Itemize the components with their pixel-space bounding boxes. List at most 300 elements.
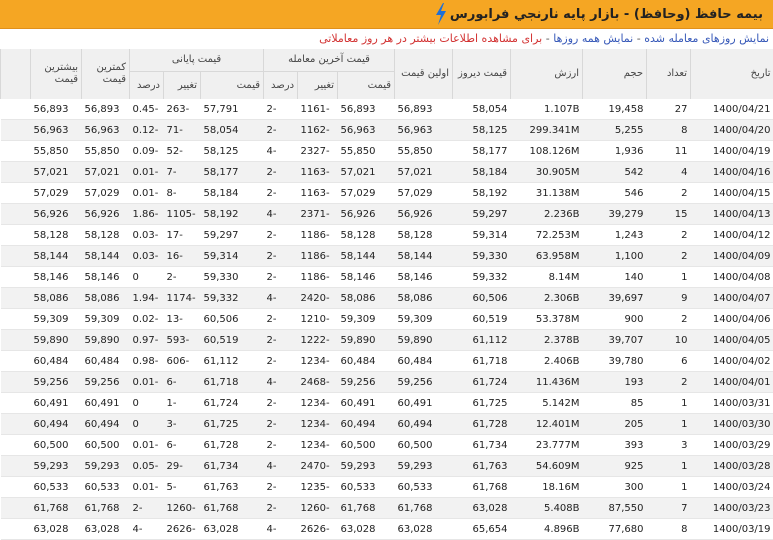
cell-value: 5.142M xyxy=(511,393,583,414)
cell-close-price: 61,768 xyxy=(201,498,264,519)
cell-last-change: -1234 xyxy=(298,435,338,456)
col-yesterday[interactable]: قیمت دیروز xyxy=(453,49,511,99)
cell-last-change: -1222 xyxy=(298,330,338,351)
table-row[interactable] xyxy=(1,183,773,204)
cell-filler xyxy=(1,393,31,414)
link-separator: - xyxy=(637,32,641,45)
table-row[interactable] xyxy=(1,141,773,162)
cell-date: 1400/04/01 xyxy=(691,372,773,393)
col-low[interactable]: کمترین قیمت xyxy=(82,49,130,99)
cell-filler xyxy=(1,204,31,225)
cell-last-change: -1163 xyxy=(298,183,338,204)
table-row[interactable] xyxy=(1,120,773,141)
cell-high: 61,768 xyxy=(31,498,82,519)
cell-close-change: -263 xyxy=(164,99,201,120)
cell-count: 1 xyxy=(647,456,691,477)
cell-count: 15 xyxy=(647,204,691,225)
lightning-icon[interactable] xyxy=(434,3,448,25)
cell-filler xyxy=(1,372,31,393)
table-row[interactable] xyxy=(1,162,773,183)
cell-close-price: 58,125 xyxy=(201,141,264,162)
col-last-price[interactable]: قیمت xyxy=(338,72,395,100)
col-count[interactable]: تعداد xyxy=(647,49,691,99)
cell-volume: 546 xyxy=(583,183,647,204)
cell-low: 58,144 xyxy=(82,246,130,267)
cell-date: 1400/04/06 xyxy=(691,309,773,330)
cell-volume: 39,697 xyxy=(583,288,647,309)
cell-filler xyxy=(1,309,31,330)
cell-date: 1400/04/05 xyxy=(691,330,773,351)
cell-close-change: -6 xyxy=(164,372,201,393)
cell-first: 59,890 xyxy=(395,330,453,351)
cell-high: 60,484 xyxy=(31,351,82,372)
cell-close-percent: 0 xyxy=(130,267,164,288)
cell-high: 58,146 xyxy=(31,267,82,288)
cell-first: 56,926 xyxy=(395,204,453,225)
cell-close-percent: -0.03 xyxy=(130,225,164,246)
col-close-price[interactable]: قیمت xyxy=(201,72,264,100)
cell-high: 57,029 xyxy=(31,183,82,204)
table-row[interactable] xyxy=(1,435,773,456)
cell-date: 1400/03/23 xyxy=(691,498,773,519)
cell-close-price: 58,177 xyxy=(201,162,264,183)
cell-high: 59,309 xyxy=(31,309,82,330)
cell-low: 56,926 xyxy=(82,204,130,225)
cell-close-price: 60,506 xyxy=(201,309,264,330)
cell-close-change: -5 xyxy=(164,477,201,498)
cell-filler xyxy=(1,120,31,141)
col-volume[interactable]: حجم xyxy=(583,49,647,99)
cell-date: 1400/04/07 xyxy=(691,288,773,309)
cell-close-percent: -0.02 xyxy=(130,309,164,330)
cell-filler xyxy=(1,99,31,120)
col-first[interactable]: اولین قیمت xyxy=(395,49,453,99)
cell-last-change: -1234 xyxy=(298,351,338,372)
cell-first: 56,893 xyxy=(395,99,453,120)
cell-count: 2 xyxy=(647,183,691,204)
col-group-last: قیمت آخرین معامله xyxy=(264,49,395,72)
cell-first: 60,533 xyxy=(395,477,453,498)
cell-low: 58,146 xyxy=(82,267,130,288)
cell-last-price: 55,850 xyxy=(338,141,395,162)
cell-last-change: -1234 xyxy=(298,414,338,435)
cell-first: 58,146 xyxy=(395,267,453,288)
table-row[interactable] xyxy=(1,267,773,288)
cell-filler xyxy=(1,162,31,183)
cell-close-percent: -0.01 xyxy=(130,183,164,204)
table-row[interactable] xyxy=(1,225,773,246)
table-row[interactable] xyxy=(1,330,773,351)
cell-close-percent: 0 xyxy=(130,393,164,414)
cell-value: 31.138M xyxy=(511,183,583,204)
cell-first: 58,128 xyxy=(395,225,453,246)
cell-date: 1400/03/28 xyxy=(691,456,773,477)
cell-last-price: 60,484 xyxy=(338,351,395,372)
cell-date: 1400/03/30 xyxy=(691,414,773,435)
cell-close-change: -8 xyxy=(164,183,201,204)
cell-date: 1400/04/12 xyxy=(691,225,773,246)
cell-close-price: 58,192 xyxy=(201,204,264,225)
cell-filler xyxy=(1,456,31,477)
cell-value: 4.896B xyxy=(511,519,583,540)
table-row[interactable] xyxy=(1,414,773,435)
cell-high: 56,963 xyxy=(31,120,82,141)
cell-close-change: -52 xyxy=(164,141,201,162)
cell-count: 8 xyxy=(647,120,691,141)
cell-close-price: 61,734 xyxy=(201,456,264,477)
cell-close-change: -71 xyxy=(164,120,201,141)
cell-date: 1400/04/15 xyxy=(691,183,773,204)
cell-low: 58,086 xyxy=(82,288,130,309)
cell-value: 5.408B xyxy=(511,498,583,519)
cell-volume: 300 xyxy=(583,477,647,498)
table-row[interactable] xyxy=(1,393,773,414)
cell-low: 57,021 xyxy=(82,162,130,183)
cell-count: 11 xyxy=(647,141,691,162)
cell-count: 2 xyxy=(647,309,691,330)
cell-value: 18.16M xyxy=(511,477,583,498)
cell-volume: 39,780 xyxy=(583,351,647,372)
cell-high: 57,021 xyxy=(31,162,82,183)
cell-high: 60,491 xyxy=(31,393,82,414)
cell-volume: 77,680 xyxy=(583,519,647,540)
cell-filler xyxy=(1,414,31,435)
cell-last-price: 59,256 xyxy=(338,372,395,393)
cell-close-percent: -0.01 xyxy=(130,477,164,498)
cell-date: 1400/04/19 xyxy=(691,141,773,162)
cell-close-percent: -1.94 xyxy=(130,288,164,309)
cell-yesterday: 60,519 xyxy=(453,309,511,330)
cell-first: 57,021 xyxy=(395,162,453,183)
cell-last-price: 60,500 xyxy=(338,435,395,456)
cell-last-price: 59,890 xyxy=(338,330,395,351)
cell-first: 58,086 xyxy=(395,288,453,309)
cell-close-percent: -1.86 xyxy=(130,204,164,225)
cell-last-percent: -2 xyxy=(264,414,298,435)
history-table-body xyxy=(1,99,773,540)
cell-low: 59,890 xyxy=(82,330,130,351)
cell-yesterday: 65,654 xyxy=(453,519,511,540)
cell-value: 12.401M xyxy=(511,414,583,435)
cell-last-change: -2468 xyxy=(298,372,338,393)
cell-yesterday: 61,112 xyxy=(453,330,511,351)
cell-first: 59,309 xyxy=(395,309,453,330)
cell-volume: 39,707 xyxy=(583,330,647,351)
cell-yesterday: 58,192 xyxy=(453,183,511,204)
cell-low: 63,028 xyxy=(82,519,130,540)
cell-first: 61,768 xyxy=(395,498,453,519)
cell-last-change: -2420 xyxy=(298,288,338,309)
cell-last-change: -2470 xyxy=(298,456,338,477)
cell-close-change: -7 xyxy=(164,162,201,183)
col-close-change[interactable]: تغییر xyxy=(164,72,201,100)
cell-close-price: 61,724 xyxy=(201,393,264,414)
all-days-link[interactable]: نمایش همه روزها xyxy=(553,32,633,45)
cell-last-percent: -2 xyxy=(264,162,298,183)
cell-close-change: -606 xyxy=(164,351,201,372)
cell-yesterday: 58,177 xyxy=(453,141,511,162)
cell-last-price: 58,146 xyxy=(338,267,395,288)
cell-value: 53.378M xyxy=(511,309,583,330)
cell-filler xyxy=(1,435,31,456)
cell-last-percent: -2 xyxy=(264,267,298,288)
cell-low: 57,029 xyxy=(82,183,130,204)
cell-low: 60,500 xyxy=(82,435,130,456)
cell-date: 1400/04/20 xyxy=(691,120,773,141)
cell-count: 1 xyxy=(647,477,691,498)
cell-low: 56,893 xyxy=(82,99,130,120)
cell-close-change: -29 xyxy=(164,456,201,477)
cell-last-price: 60,494 xyxy=(338,414,395,435)
title-bar xyxy=(0,0,773,29)
cell-volume: 5,255 xyxy=(583,120,647,141)
table-row[interactable] xyxy=(1,246,773,267)
traded-days-link[interactable]: نمایش روزهای معامله شده xyxy=(644,32,769,45)
cell-last-percent: -2 xyxy=(264,351,298,372)
cell-volume: 140 xyxy=(583,267,647,288)
cell-first: 59,256 xyxy=(395,372,453,393)
cell-last-percent: -4 xyxy=(264,519,298,540)
cell-volume: 1,100 xyxy=(583,246,647,267)
cell-high: 58,144 xyxy=(31,246,82,267)
cell-last-price: 57,021 xyxy=(338,162,395,183)
cell-last-change: -1162 xyxy=(298,120,338,141)
cell-value: 299.341M xyxy=(511,120,583,141)
cell-filler xyxy=(1,225,31,246)
cell-high: 60,494 xyxy=(31,414,82,435)
cell-first: 55,850 xyxy=(395,141,453,162)
cell-close-change: -1260 xyxy=(164,498,201,519)
cell-last-change: -2626 xyxy=(298,519,338,540)
cell-filler xyxy=(1,477,31,498)
cell-high: 58,128 xyxy=(31,225,82,246)
cell-close-change: -2626 xyxy=(164,519,201,540)
cell-last-change: -2327 xyxy=(298,141,338,162)
cell-last-percent: -4 xyxy=(264,204,298,225)
cell-close-price: 58,184 xyxy=(201,183,264,204)
cell-value: 2.378B xyxy=(511,330,583,351)
cell-value: 72.253M xyxy=(511,225,583,246)
cell-last-change: -1234 xyxy=(298,393,338,414)
cell-volume: 193 xyxy=(583,372,647,393)
cell-last-change: -1161 xyxy=(298,99,338,120)
table-row[interactable] xyxy=(1,309,773,330)
cell-low: 59,309 xyxy=(82,309,130,330)
table-row[interactable] xyxy=(1,351,773,372)
cell-first: 60,491 xyxy=(395,393,453,414)
table-row[interactable] xyxy=(1,204,773,225)
cell-volume: 900 xyxy=(583,309,647,330)
cell-volume: 205 xyxy=(583,414,647,435)
cell-close-change: -593 xyxy=(164,330,201,351)
cell-high: 56,893 xyxy=(31,99,82,120)
cell-filler xyxy=(1,519,31,540)
cell-volume: 542 xyxy=(583,162,647,183)
col-date[interactable]: تاریخ xyxy=(691,49,773,99)
col-high[interactable]: بیشترین قیمت xyxy=(31,49,82,99)
cell-low: 56,963 xyxy=(82,120,130,141)
history-table xyxy=(0,49,773,540)
cell-close-change: -6 xyxy=(164,435,201,456)
cell-close-percent: -0.12 xyxy=(130,120,164,141)
cell-close-percent: -0.09 xyxy=(130,141,164,162)
cell-count: 9 xyxy=(647,288,691,309)
cell-count: 1 xyxy=(647,393,691,414)
table-row[interactable] xyxy=(1,498,773,519)
cell-date: 1400/04/16 xyxy=(691,162,773,183)
cell-value: 1.107B xyxy=(511,99,583,120)
cell-close-change: -16 xyxy=(164,246,201,267)
cell-count: 10 xyxy=(647,330,691,351)
cell-count: 7 xyxy=(647,498,691,519)
cell-low: 59,293 xyxy=(82,456,130,477)
cell-low: 58,128 xyxy=(82,225,130,246)
cell-first: 59,293 xyxy=(395,456,453,477)
cell-date: 1400/04/13 xyxy=(691,204,773,225)
cell-value: 8.14M xyxy=(511,267,583,288)
cell-last-price: 58,128 xyxy=(338,225,395,246)
cell-close-percent: -4 xyxy=(130,519,164,540)
cell-last-percent: -2 xyxy=(264,120,298,141)
cell-value: 54.609M xyxy=(511,456,583,477)
cell-high: 59,890 xyxy=(31,330,82,351)
cell-close-change: -17 xyxy=(164,225,201,246)
cell-yesterday: 59,314 xyxy=(453,225,511,246)
cell-value: 108.126M xyxy=(511,141,583,162)
cell-count: 8 xyxy=(647,519,691,540)
cell-last-percent: -4 xyxy=(264,141,298,162)
cell-date: 1400/04/02 xyxy=(691,351,773,372)
cell-last-percent: -2 xyxy=(264,183,298,204)
cell-yesterday: 60,506 xyxy=(453,288,511,309)
cell-last-percent: -2 xyxy=(264,225,298,246)
cell-low: 60,494 xyxy=(82,414,130,435)
cell-filler xyxy=(1,330,31,351)
cell-yesterday: 61,725 xyxy=(453,393,511,414)
cell-last-change: -1186 xyxy=(298,225,338,246)
cell-first: 60,484 xyxy=(395,351,453,372)
cell-last-price: 59,309 xyxy=(338,309,395,330)
cell-first: 60,494 xyxy=(395,414,453,435)
cell-count: 1 xyxy=(647,267,691,288)
cell-first: 63,028 xyxy=(395,519,453,540)
table-row[interactable] xyxy=(1,477,773,498)
cell-last-percent: -4 xyxy=(264,456,298,477)
cell-close-price: 61,725 xyxy=(201,414,264,435)
col-close-percent[interactable]: درصد xyxy=(130,72,164,100)
col-last-percent[interactable]: درصد xyxy=(264,72,298,100)
cell-value: 63.958M xyxy=(511,246,583,267)
cell-close-price: 61,718 xyxy=(201,372,264,393)
table-row[interactable] xyxy=(1,519,773,540)
cell-count: 6 xyxy=(647,351,691,372)
cell-yesterday: 58,054 xyxy=(453,99,511,120)
cell-close-price: 60,519 xyxy=(201,330,264,351)
cell-last-percent: -2 xyxy=(264,246,298,267)
cell-date: 1400/04/09 xyxy=(691,246,773,267)
cell-close-price: 59,297 xyxy=(201,225,264,246)
cell-close-change: -3 xyxy=(164,414,201,435)
cell-close-change: -1 xyxy=(164,393,201,414)
cell-filler xyxy=(1,246,31,267)
cell-last-price: 59,293 xyxy=(338,456,395,477)
cell-last-price: 61,768 xyxy=(338,498,395,519)
cell-date: 1400/04/21 xyxy=(691,99,773,120)
cell-close-percent: -0.05 xyxy=(130,456,164,477)
cell-first: 56,963 xyxy=(395,120,453,141)
cell-volume: 925 xyxy=(583,456,647,477)
cell-close-percent: -0.01 xyxy=(130,162,164,183)
col-value[interactable]: ارزش xyxy=(511,49,583,99)
cell-volume: 85 xyxy=(583,393,647,414)
cell-yesterday: 59,297 xyxy=(453,204,511,225)
cell-last-price: 56,893 xyxy=(338,99,395,120)
table-row[interactable] xyxy=(1,99,773,120)
cell-last-percent: -2 xyxy=(264,330,298,351)
cell-low: 60,491 xyxy=(82,393,130,414)
cell-last-percent: -4 xyxy=(264,288,298,309)
cell-date: 1400/03/19 xyxy=(691,519,773,540)
cell-low: 61,768 xyxy=(82,498,130,519)
cell-close-percent: -2 xyxy=(130,498,164,519)
cell-filler xyxy=(1,141,31,162)
cell-close-change: -2 xyxy=(164,267,201,288)
cell-close-percent: -0.98 xyxy=(130,351,164,372)
cell-count: 3 xyxy=(647,435,691,456)
cell-last-change: -1186 xyxy=(298,267,338,288)
cell-low: 60,533 xyxy=(82,477,130,498)
cell-volume: 87,550 xyxy=(583,498,647,519)
cell-yesterday: 61,768 xyxy=(453,477,511,498)
cell-last-price: 60,533 xyxy=(338,477,395,498)
cell-count: 4 xyxy=(647,162,691,183)
cell-volume: 1,936 xyxy=(583,141,647,162)
cell-close-percent: -0.97 xyxy=(130,330,164,351)
cell-first: 57,029 xyxy=(395,183,453,204)
cell-high: 60,533 xyxy=(31,477,82,498)
cell-date: 1400/03/29 xyxy=(691,435,773,456)
table-row[interactable] xyxy=(1,288,773,309)
col-filler xyxy=(1,49,31,99)
cell-yesterday: 61,724 xyxy=(453,372,511,393)
link-separator: - xyxy=(546,32,550,45)
cell-first: 58,144 xyxy=(395,246,453,267)
cell-close-price: 61,112 xyxy=(201,351,264,372)
col-last-change[interactable]: تغییر xyxy=(298,72,338,100)
page-title: بیمه حافظ (وحافظ) - بازار پایه نارنجي فرابورس xyxy=(450,7,763,22)
col-group-close: قیمت پایانی xyxy=(130,49,264,72)
cell-yesterday: 59,332 xyxy=(453,267,511,288)
cell-close-percent: -0.01 xyxy=(130,372,164,393)
cell-date: 1400/03/24 xyxy=(691,477,773,498)
cell-high: 59,256 xyxy=(31,372,82,393)
cell-close-price: 57,791 xyxy=(201,99,264,120)
cell-yesterday: 63,028 xyxy=(453,498,511,519)
cell-last-percent: -2 xyxy=(264,309,298,330)
table-row[interactable] xyxy=(1,456,773,477)
cell-count: 2 xyxy=(647,246,691,267)
cell-close-percent: -0.01 xyxy=(130,435,164,456)
cell-high: 58,086 xyxy=(31,288,82,309)
table-row[interactable] xyxy=(1,372,773,393)
cell-value: 2.236B xyxy=(511,204,583,225)
cell-high: 56,926 xyxy=(31,204,82,225)
cell-close-price: 59,314 xyxy=(201,246,264,267)
cell-last-price: 57,029 xyxy=(338,183,395,204)
cell-last-change: -1163 xyxy=(298,162,338,183)
cell-filler xyxy=(1,267,31,288)
cell-yesterday: 59,330 xyxy=(453,246,511,267)
